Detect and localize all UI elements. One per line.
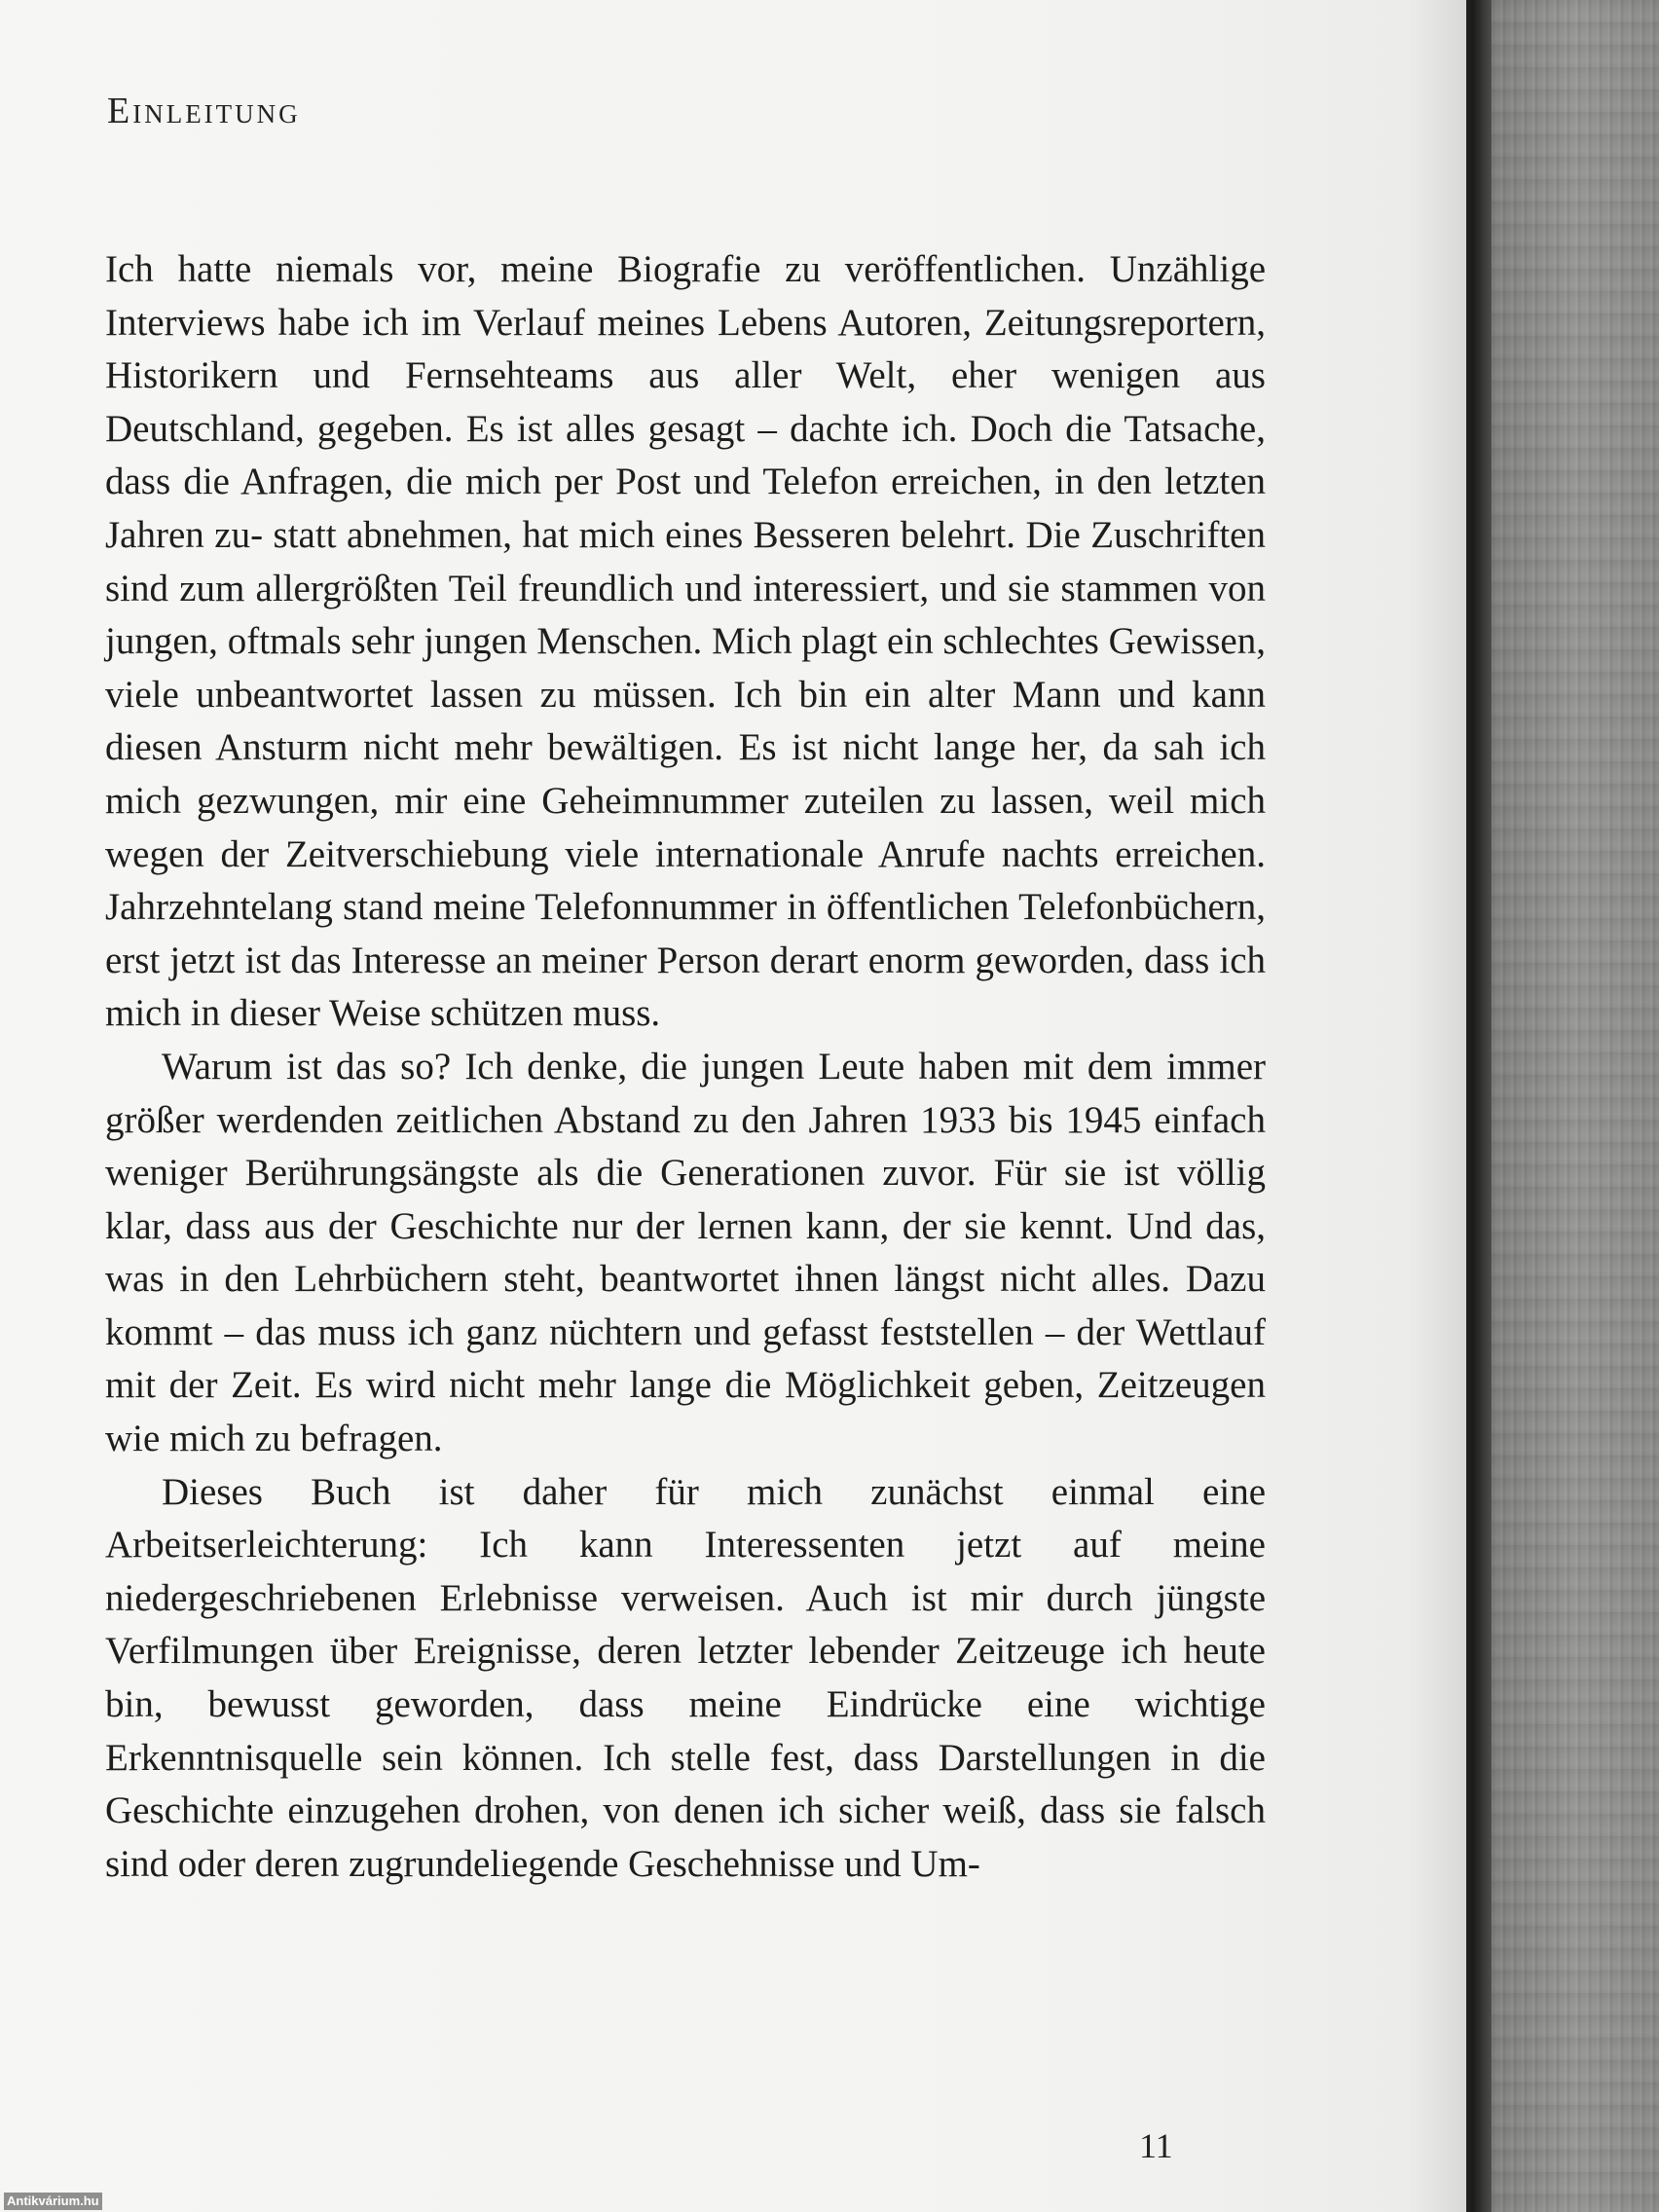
page-number: 11	[1139, 2126, 1173, 2165]
chapter-title: Einleitung	[107, 91, 301, 131]
paragraph-3: Dieses Buch ist daher für mich zunächst einmal eine Arbeitserleichterung: Ich kann Interessenten jetzt auf meine niedergeschriebenen Erlebnisse verweisen. Auch ist mir durch jüngste Verfilmungen über Ereignisse, deren letzter lebender Zeitzeuge ich heute bin, bewusst geworden, dass meine Eindrücke eine wichtige Erkenntnisquelle sein können. Ich stelle fest, dass Darstellungen in die Geschichte einzugehen drohen, von denen ich sicher weiß, dass sie falsch sind oder deren zugrundeliegende Geschehnisse und Um-	[105, 1470, 1266, 1885]
body-text	[105, 243, 1266, 1891]
paragraph-2: Warum ist das so? Ich denke, die jungen Leute haben mit dem immer größer werdenden zeitlichen Abstand zu den Jahren 1933 bis 1945 einfach weniger Berührungsängste als die Generationen zuvor. Für sie ist völlig klar, dass aus der Geschichte nur der lernen kann, der sie kennt. Und das, was in den Lehrbüchern steht, beantwortet ihnen längst nicht alles. Dazu kommt – das muss ich ganz nüchtern und gefasst feststellen – der Wettlauf mit der Zeit. Es wird nicht mehr lange die Möglichkeit geben, Zeitzeugen wie mich zu befragen.	[105, 1045, 1266, 1460]
paragraph-1: Ich hatte niemals vor, meine Biografie zu veröffentlichen. Unzählige Interviews habe ich im Verlauf meines Lebens Autoren, Zeitungsreportern, Historikern und Fernsehteams aus aller Welt, eher wenigen aus Deutschland, gegeben. Es ist alles gesagt – dachte ich. Doch die Tatsache, dass die Anfragen, die mich per Post und Telefon erreichen, in den letzten Jahren zu- statt abnehmen, hat mich eines Besseren belehrt. Die Zuschriften sind zum allergrößten Teil freundlich und interessiert, und sie stammen von jungen, oftmals sehr jungen Menschen. Mich plagt ein schlechtes Gewissen, viele unbeantwortet lassen zu müssen. Ich bin ein alter Mann und kann diesen Ansturm nicht mehr bewältigen. Es ist nicht lange her, da sah ich mich gezwungen, mir eine Geheimnummer zuteilen zu lassen, weil mich wegen der Zeitverschiebung viele internationale Anrufe nachts erreichen. Jahrzehntelang stand meine Telefonnummer in öffentlichen Telefonbüchern, erst jetzt ist das Interesse an meiner Person derart enorm geworden, dass ich mich in dieser Weise schützen muss.	[105, 248, 1266, 1035]
background-surface	[1490, 0, 1659, 2212]
watermark: Antikvárium.hu	[4, 2193, 102, 2210]
